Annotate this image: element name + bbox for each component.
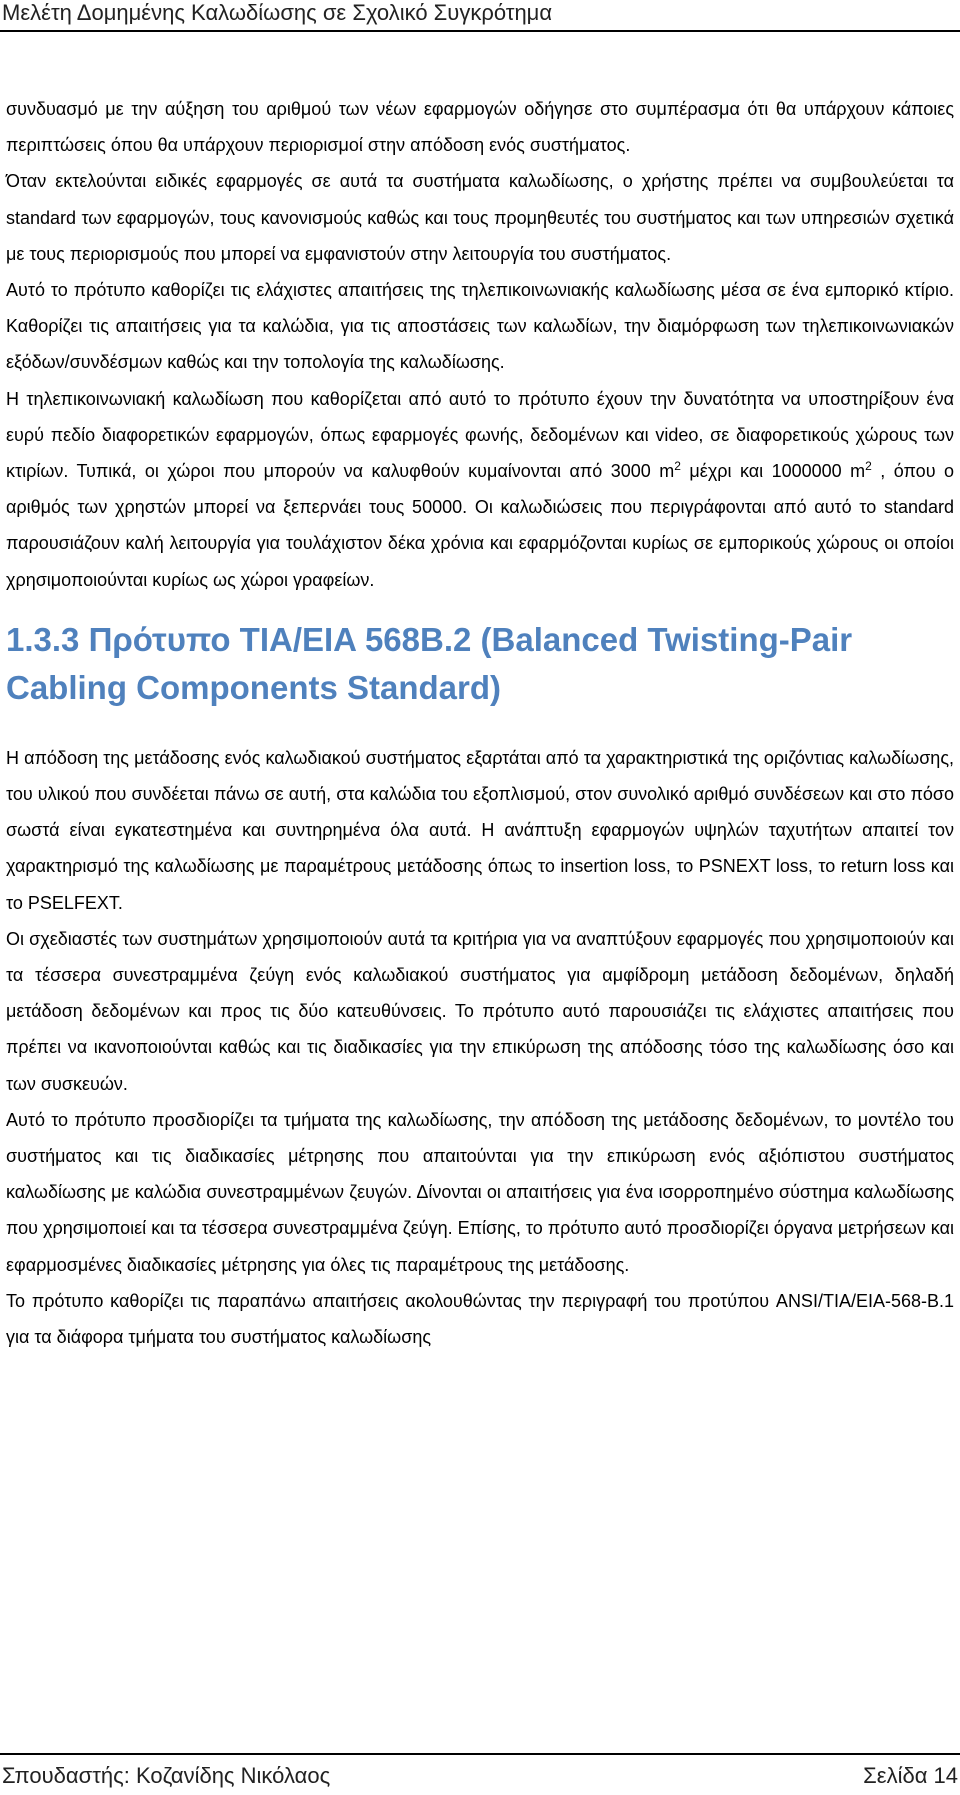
header-divider xyxy=(0,30,960,32)
paragraph-8: Το πρότυπο καθορίζει τις παραπάνω απαιτήσεις ακολουθώντας την περιγραφή του προτύπου ANSI/TIA/EIA-568-B.1 για τα διάφορα τμήματα του συστήματος καλωδίωσης xyxy=(6,1290,954,1348)
superscript-squared: 2 xyxy=(865,459,872,474)
footer-page-number: Σελίδα 14 xyxy=(863,1763,958,1788)
footer-divider xyxy=(0,1753,960,1755)
section-heading: 1.3.3 Πρότυπο TIA/EIA 568B.2 (Balanced Twisting-Pair Cabling Components Standard) xyxy=(6,620,853,706)
paragraph-7: Αυτό το πρότυπο προσδιορίζει τα τμήματα της καλωδίωσης, την απόδοση της μετάδοσης δεδομένων, το μοντέλο του συστήματος και τις διαδικασίες μέτρησης που απαιτούνται για την επικύρωση ενός αξιόπιστου συστήματος καλωδίωσης με καλώδια συνεστραμμένων ζευγών. Δίνονται οι απαιτήσεις για ένα ισορροπημένο σύστημα καλωδίωσης που χρησιμοποιεί και τα τέσσερα συνεστραμμένα ζεύγη. Επίσης, το πρότυπο αυτό προσδιορίζει όργανα μετρήσεων και εφαρμοσμένες διαδικασίες μέτρησης για όλες τις παραμέτρους της μετάδοσης. xyxy=(6,1109,954,1275)
paragraph-5: Η απόδοση της μετάδοσης ενός καλωδιακού συστήματος εξαρτάται από τα χαρακτηριστικά της οριζόντιας καλωδίωσης, του υλικού που συνδέεται πάνω σε αυτή, στα καλώδια του εξοπλισμού, στον συνολικό αριθμό συνδέσεων και στο πόσο σωστά είναι εγκατεστημένα και συντηρημένα όλα αυτά. Η ανάπτυξη εφαρμογών υψηλών ταχυτήτων απαιτεί τον χαρακτηρισμό της καλωδίωσης με παραμέτρους μετάδοσης όπως το insertion loss, το PSNEXT loss, το return loss και το PSELFEXT. xyxy=(6,747,954,913)
footer-author: Σπουδαστής: Κοζανίδης Νικόλαος xyxy=(2,1763,331,1788)
page-body xyxy=(6,91,954,1355)
page-footer xyxy=(0,1753,960,1795)
paragraph-4-part-a: Η τηλεπικοινωνιακή καλωδίωση που καθορίζεται από αυτό το πρότυπο έχουν την δυνατότητα να υποστηρίξουν ένα ευρύ πεδίο διαφορετικών εφαρμογών, όπως εφαρμογές φωνής, δεδομένων και video, σε διαφορετικούς χώρους των κτιρίων. Τυπικά, οι χώροι που μπορούν να καλυφθούν κυμαίνονται από 3000 m xyxy=(6,388,954,482)
paragraph-4-part-c: , όπου ο αριθμός των χρηστών μπορεί να ξεπερνάει τους 50000. Οι καλωδιώσεις που περιγράφονται από αυτό το standard παρουσιάζουν καλή λειτουργία για τουλάχιστον δέκα χρόνια και εφαρμόζονται κυρίως σε εμπορικούς χώρους οι οποίοι χρησιμοποιούνται κυρίως ως χώροι γραφείων. xyxy=(6,461,955,590)
paragraph-3: Αυτό το πρότυπο καθορίζει τις ελάχιστες απαιτήσεις της τηλεπικοινωνιακής καλωδίωσης μέσα σε ένα εμπορικό κτίριο. Καθορίζει τις απαιτήσεις για τα καλώδια, για τις αποστάσεις των καλωδίων, την διαμόρφωση των τηλεπικοινωνιακών εξόδων/συνδέσμων καθώς και την τοπολογία της καλωδίωσης. xyxy=(6,280,954,373)
paragraph-4 xyxy=(6,381,954,598)
paragraph-1: συνδυασμό με την αύξηση του αριθμού των νέων εφαρμογών οδήγησε στο συμπέρασμα ότι θα υπάρχουν κάποιες περιπτώσεις όπου θα υπάρχουν περιορισμοί στην απόδοση ενός συστήματος. xyxy=(6,99,954,156)
paragraph-6: Οι σχεδιαστές των συστημάτων χρησιμοποιούν αυτά τα κριτήρια για να αναπτύξουν εφαρμογές που χρησιμοποιούν και τα τέσσερα συνεστραμμένα ζεύγη ενός καλωδιακού συστήματος για αμφίδρομη μετάδοση δεδομένων, δηλαδή μετάδοση δεδομένων και προς τις δύο κατευθύνσεις. Το πρότυπο αυτό παρουσιάζει τις ελάχιστες απαιτήσεις που πρέπει να ικανοποιούνται καθώς και τις διαδικασίες για την επικύρωση της απόδοσης τόσο της καλωδίωσης όσο και των συσκευών. xyxy=(6,928,954,1094)
page-header xyxy=(0,0,960,34)
document-title: Μελέτη Δομημένης Καλωδίωσης σε Σχολικό Συγκρότημα xyxy=(2,0,553,25)
paragraph-4-part-b: μέχρι και 1000000 m xyxy=(680,461,866,482)
superscript-squared: 2 xyxy=(674,459,681,474)
paragraph-2: Όταν εκτελούνται ειδικές εφαρμογές σε αυτά τα συστήματα καλωδίωσης, ο χρήστης πρέπει να συμβουλεύεται τα standard των εφαρμογών, τους κανονισμούς καθώς και τους προμηθευτές του συστήματος και των υπηρεσιών σχετικά με τους περιορισμούς που μπορεί να εμφανιστούν στην λειτουργία του συστήματος. xyxy=(6,171,954,264)
